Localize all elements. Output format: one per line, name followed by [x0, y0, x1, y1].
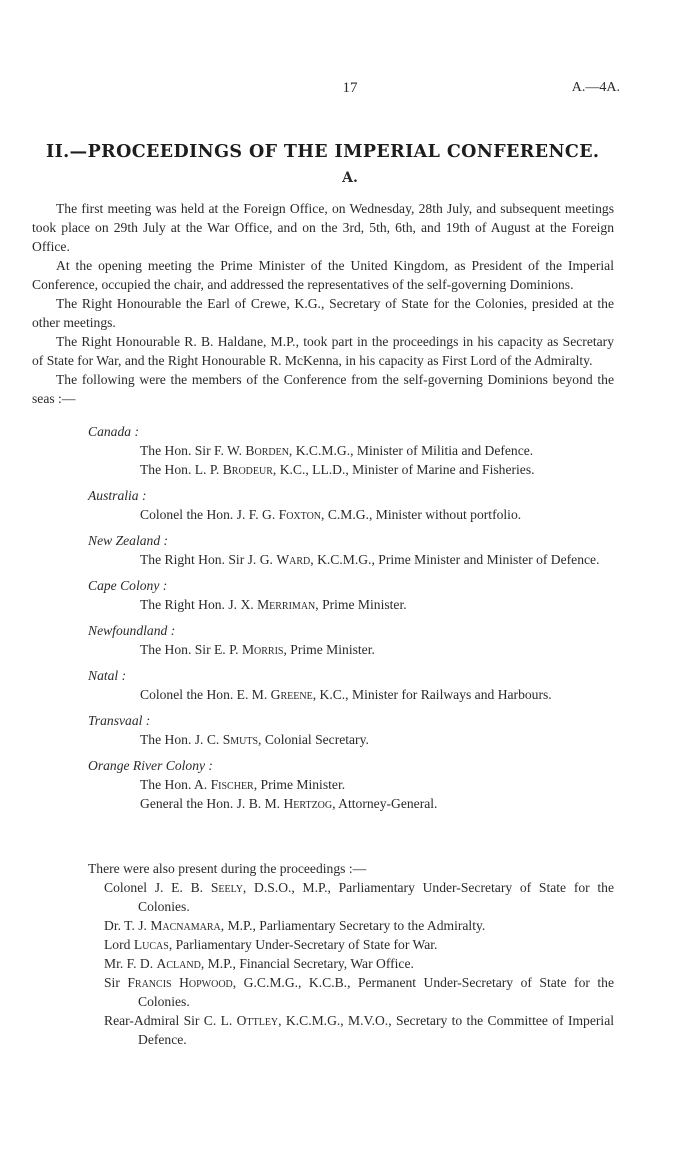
attendee-surname: Seely	[210, 880, 243, 895]
member-prefix: The Hon. J. C.	[140, 732, 223, 747]
dominion-cape-colony	[32, 576, 614, 614]
dominion-natal	[32, 666, 614, 704]
dominion-newfoundland	[32, 621, 614, 659]
dominion-name: Transvaal :	[88, 713, 151, 728]
dominion-transvaal	[32, 711, 614, 749]
dominion-name: Canada :	[88, 424, 139, 439]
attendee-entry	[104, 954, 614, 973]
intro-paragraph: The Right Honourable R. B. Haldane, M.P., took part in the proceedings in his capacity as Secretary of State for War, and the Right Honourable R. McKenna, in his capacity as First Lord of the Admiralty.	[32, 334, 614, 368]
member-prefix: The Hon. Sir E. P.	[140, 642, 242, 657]
intro-paragraph: The first meeting was held at the Foreign Office, on Wednesday, 28th July, and subsequent meetings took place on 29th July at the War Office, and on the 3rd, 5th, 6th, and 19th of August at the Foreign Office.	[32, 201, 614, 254]
page-number: 17	[342, 80, 358, 96]
member-prefix: Colonel the Hon. J. F. G.	[140, 507, 279, 522]
member-surname: Greene	[270, 687, 313, 702]
attendee-entry	[104, 935, 614, 954]
attendee-prefix: Rear-Admiral Sir C. L.	[104, 1013, 237, 1028]
member-entry	[140, 640, 614, 659]
member-title: , K.C., Minister for Railways and Harbours.	[312, 687, 552, 702]
dominion-orange-river-colony	[32, 756, 614, 813]
intro-paragraph: At the opening meeting the Prime Minister of the United Kingdom, as President of the Imperial Conference, occupied the chair, and addressed the representatives of the self-governing Dominions.	[32, 258, 614, 292]
member-title: , Colonial Secretary.	[258, 732, 369, 747]
attendee-entry	[104, 878, 614, 916]
member-title: , Attorney-General.	[332, 796, 438, 811]
attendee-entry	[104, 973, 614, 1011]
member-surname: Merriman	[257, 597, 316, 612]
dominion-name: Natal :	[88, 668, 127, 683]
attendee-surname: Francis Hopwood	[127, 975, 233, 990]
member-title: , C.M.G., Minister without portfolio.	[321, 507, 522, 522]
member-prefix: The Hon. Sir F. W.	[140, 443, 246, 458]
dominion-new-zealand	[32, 531, 614, 569]
member-prefix: The Right Hon. J. X.	[140, 597, 258, 612]
document-reference: A.—4A.	[571, 80, 620, 95]
member-surname: Brodeur	[222, 462, 273, 477]
member-prefix: The Right Hon. Sir J. G.	[140, 552, 277, 567]
attendee-prefix: Lord	[104, 937, 134, 952]
dominion-name: Newfoundland :	[88, 623, 176, 638]
attendee-surname: Ottley	[236, 1013, 279, 1028]
member-entry	[140, 441, 614, 460]
member-entry	[140, 505, 614, 524]
attendee-prefix: Mr. F. D.	[104, 956, 157, 971]
member-surname: Morris	[241, 642, 284, 657]
other-attendees-list	[32, 859, 614, 1049]
intro-text	[32, 199, 614, 408]
dominion-name: Orange River Colony :	[88, 758, 213, 773]
attendee-entry	[104, 916, 614, 935]
member-title: , K.C.M.G., Prime Minister and Minister of Defence.	[310, 552, 600, 567]
section-letter: A.	[342, 170, 358, 186]
dominion-canada	[32, 422, 614, 479]
intro-paragraph: The Right Honourable the Earl of Crewe, K.G., Secretary of State for the Colonies, presided at the other meetings.	[32, 296, 614, 330]
member-surname: Borden	[245, 443, 289, 458]
member-title: , Prime Minister.	[283, 642, 375, 657]
member-entry	[140, 730, 614, 749]
member-title: , K.C.M.G., Minister of Militia and Defence.	[288, 443, 534, 458]
attendee-title: , D.S.O., M.P., Parliamentary Under-Secretary of State for the Colonies.	[138, 880, 615, 914]
member-prefix: The Hon. A.	[140, 777, 211, 792]
attendee-surname: Macnamara	[150, 918, 221, 933]
attendee-surname: Lucas	[133, 937, 169, 952]
attendee-title: , M.P., Financial Secretary, War Office.	[200, 956, 414, 971]
section-title: II.—PROCEEDINGS OF THE IMPERIAL CONFERENCE.	[46, 142, 600, 162]
member-entry	[140, 460, 614, 479]
member-title: , Prime Minister.	[315, 597, 407, 612]
member-surname: Ward	[276, 552, 311, 567]
member-prefix: General the Hon. J. B. M.	[140, 796, 284, 811]
member-entry	[140, 685, 614, 704]
member-entry	[140, 595, 614, 614]
dominion-members-list	[32, 422, 614, 820]
attendee-title: , G.C.M.G., K.C.B., Permanent Under-Secretary of State for the Colonies.	[138, 975, 614, 1009]
others-intro: There were also present during the proceedings :—	[88, 861, 367, 876]
member-entry	[140, 775, 614, 794]
member-prefix: The Hon. L. P.	[140, 462, 223, 477]
member-surname: Hertzog	[283, 796, 333, 811]
attendee-prefix: Sir	[104, 975, 128, 990]
member-title: , Prime Minister.	[253, 777, 346, 792]
dominion-australia	[32, 486, 614, 524]
attendee-title: , K.C.M.G., M.V.O., Secretary to the Committee of Imperial Defence.	[138, 1013, 614, 1047]
member-surname: Fischer	[210, 777, 254, 792]
attendee-title: , M.P., Parliamentary Secretary to the Admiralty.	[220, 918, 486, 933]
member-surname: Foxton	[278, 507, 322, 522]
member-prefix: Colonel the Hon. E. M.	[140, 687, 271, 702]
member-title: , K.C., LL.D., Minister of Marine and Fisheries.	[272, 462, 535, 477]
attendee-title: , Parliamentary Under-Secretary of State for War.	[168, 937, 438, 952]
attendee-surname: Acland	[156, 956, 201, 971]
intro-paragraph: The following were the members of the Conference from the self-governing Dominions beyond the seas :—	[32, 372, 614, 406]
attendee-prefix: Colonel J. E. B.	[104, 880, 211, 895]
attendee-prefix: Dr. T. J.	[104, 918, 151, 933]
member-entry	[140, 550, 614, 569]
member-surname: Smuts	[222, 732, 259, 747]
dominion-name: New Zealand :	[88, 533, 169, 548]
dominion-name: Cape Colony :	[88, 578, 168, 593]
dominion-name: Australia :	[88, 488, 147, 503]
attendee-entry	[104, 1011, 614, 1049]
member-entry	[140, 794, 614, 813]
